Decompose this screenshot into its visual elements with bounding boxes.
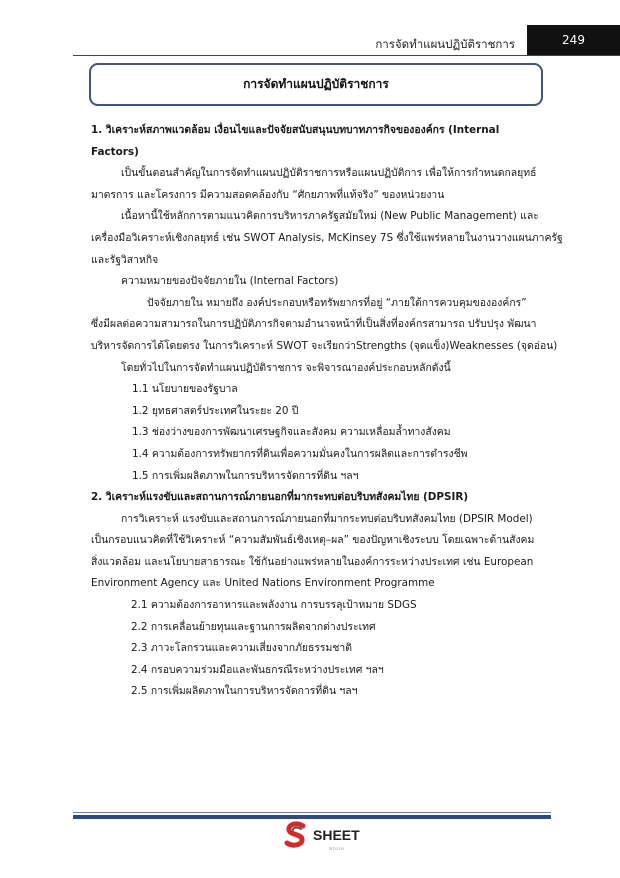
paragraph-line: การวิเคราะห์ แรงขับและสถานการณ์ภายนอกที่มากระทบต่อบริบทสังคมไทย (DPSIR Model) — [121, 512, 533, 525]
list-item: 1.2 ยุทธศาสตร์ประเทศในระยะ 20 ปี — [132, 404, 299, 417]
list-item: 2.1 ความต้องการอาหารและพลังงาน การบรรลุเป้าหมาย SDGS — [131, 599, 417, 612]
list-item: 1.1 นโยบายของรัฐบาล — [132, 383, 238, 396]
paragraph-line: เครื่องมือวิเคราะห์เชิงกลยุทธ์ เช่น SWOT Analysis, McKinsey 7S ซึ่งใช้แพร่หลายในงานวางแผนภาครัฐ — [91, 231, 563, 244]
list-item: 2.4 กรอบความร่วมมือและพันธกรณีระหว่างประเทศ ฯลฯ — [131, 663, 384, 676]
sheet-store-logo-icon — [281, 820, 311, 850]
sheet-store-logo — [281, 820, 360, 850]
paragraph-line: ปัจจัยภายใน หมายถึง องค์ประกอบหรือทรัพยากรที่อยู่ “ภายใต้การควบคุมขององค์กร” — [147, 296, 527, 309]
list-item: 2.3 ภาวะโลกรวนและความเสี่ยงจากภัยธรรมชาติ — [131, 642, 352, 655]
paragraph-line: ซึ่งมีผลต่อความสามารถในการปฏิบัติภารกิจตามอำนาจหน้าที่เป็นสิ่งที่องค์กรสามารถ ปรับปรุง พัฒนา — [91, 318, 537, 331]
logo-text: SHEET — [313, 827, 360, 843]
section2-heading: 2. วิเคราะห์แรงขับและสถานการณ์ภายนอกที่มากระทบต่อบริบทสังคมไทย (DPSIR) — [91, 491, 469, 504]
list-item: 1.4 ความต้องการทรัพยากรที่ดินเพื่อความมั่นคงในการผลิตและการดำรงชีพ — [132, 447, 468, 460]
document-body — [91, 120, 563, 703]
paragraph-line: สิ่งแวดล้อม และนโยบายสาธารณะ ใช้กันอย่างแพร่หลายในองค์การระหว่างประเทศ เช่น European — [91, 555, 534, 568]
paragraph-line: Environment Agency และ United Nations Environment Programme — [91, 577, 435, 590]
footer-divider-thin — [73, 812, 551, 813]
list-item: 2.2 การเคลื่อนย้ายทุนและฐานการผลิตจากต่างประเทศ — [131, 620, 376, 633]
subheading-internal-factors: ความหมายของปัจจัยภายใน (Internal Factors) — [121, 275, 339, 288]
paragraph-line: เป็นกรอบแนวคิดที่ใช้วิเคราะห์ “ความสัมพันธ์เชิงเหตุ–ผล” ของปัญหาเชิงระบบ โดยเฉพาะด้านสังคม — [91, 534, 535, 547]
page-number-box — [527, 25, 620, 55]
logo-subtext: Store — [329, 846, 345, 851]
paragraph-line: บริหารจัดการได้โดยตรง ในการวิเคราะห์ SWOT จะเรียกว่าStrengths (จุดแข็ง)Weaknesses (จุดอ่อน) — [91, 339, 558, 352]
chapter-title: การจัดทำแผนปฏิบัติราชการ — [243, 77, 389, 91]
paragraph-line: และรัฐวิสาหกิจ — [91, 253, 159, 266]
running-header-title: การจัดทำแผนปฏิบัติราชการ — [375, 37, 515, 51]
list-item: 2.5 การเพิ่มผลิตภาพในการบริหารจัดการที่ดิน ฯลฯ — [131, 685, 358, 698]
paragraph-line: โดยทั่วไปในการจัดทำแผนปฏิบัติราชการ จะพิจารณาองค์ประกอบหลักดังนี้ — [121, 361, 451, 374]
header-divider — [73, 55, 620, 56]
section1-heading-cont: Factors) — [91, 145, 139, 158]
page-number: 249 — [562, 33, 585, 47]
list-item: 1.3 ช่องว่างของการพัฒนาเศรษฐกิจและสังคม ความเหลื่อมล้ำทางสังคม — [132, 426, 451, 439]
paragraph-line: เนื้อหานี้ใช้หลักการตามแนวคิดการบริหารภาครัฐสมัยใหม่ (New Public Management) และ — [121, 210, 539, 223]
chapter-title-box — [89, 63, 543, 106]
paragraph-line: เป็นขั้นตอนสำคัญในการจัดทำแผนปฏิบัติราชการหรือแผนปฏิบัติการ เพื่อให้การกำหนดกลยุทธ์ — [121, 167, 537, 180]
footer-divider — [73, 815, 551, 819]
list-item: 1.5 การเพิ่มผลิตภาพในการบริหารจัดการที่ดิน ฯลฯ — [132, 469, 359, 482]
section1-heading: 1. วิเคราะห์สภาพแวดล้อม เงื่อนไขและปัจจัยสนับสนุนบทบาทภารกิจขององค์กร (Internal — [91, 124, 500, 136]
paragraph-line: มาตรการ และโครงการ มีความสอดคล้องกับ “ศักยภาพที่แท้จริง” ของหน่วยงาน — [91, 188, 445, 201]
